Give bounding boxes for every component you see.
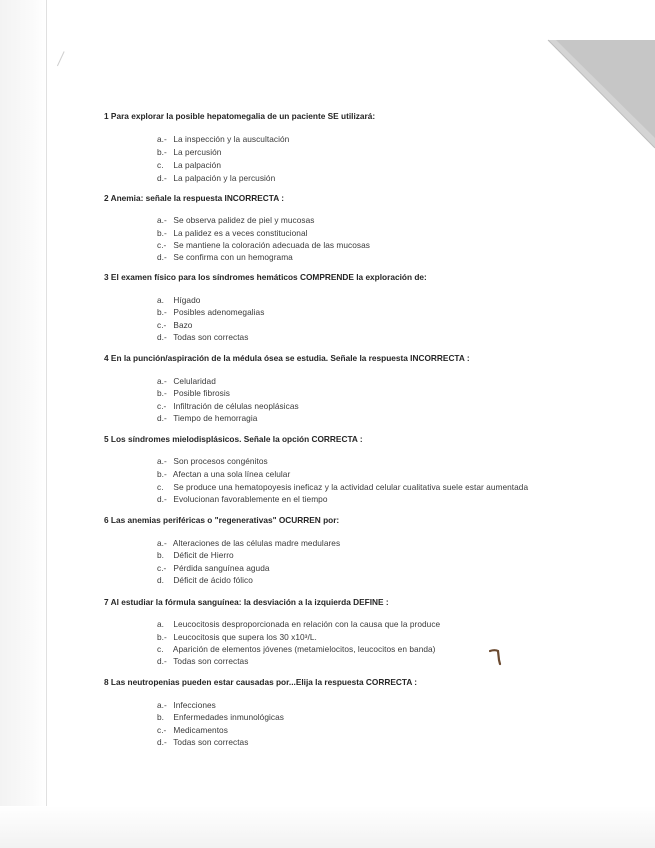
option-text: Evolucionan favorablemente en el tiempo <box>173 494 328 504</box>
option-text: La palidez es a veces constitucional <box>173 228 308 238</box>
option-label: c.- <box>157 401 167 411</box>
option-text: Son procesos congénitos <box>173 456 268 466</box>
option-label: c.- <box>157 320 167 330</box>
question-3 <box>104 272 427 283</box>
option-text: Hígado <box>173 295 201 305</box>
question-2 <box>104 193 284 204</box>
question-text: 3 El examen físico para los síndromes hemáticos COMPRENDE la exploración de: <box>104 272 427 282</box>
option-label: d.- <box>157 494 167 504</box>
option-d <box>157 575 253 586</box>
option-label: d.- <box>157 737 167 747</box>
option-text: Déficit de ácido fólico <box>173 575 253 585</box>
option-label: b.- <box>157 632 167 642</box>
option-a <box>157 376 216 387</box>
question-4 <box>104 353 470 364</box>
option-text: Todas son correctas <box>173 737 249 747</box>
option-text: Medicamentos <box>173 725 228 735</box>
question-7 <box>104 597 389 608</box>
option-label: b. <box>157 712 165 722</box>
option-b <box>157 632 317 643</box>
option-label: a. <box>157 295 165 305</box>
option-label: d.- <box>157 656 167 666</box>
option-text: Celularidad <box>173 376 216 386</box>
option-label: a.- <box>157 134 167 144</box>
question-text: 6 Las anemias periféricas o "regenerativas" OCURREN por: <box>104 515 340 525</box>
option-text: Enfermedades inmunológicas <box>173 712 284 722</box>
option-text: Infiltración de células neoplásicas <box>173 401 299 411</box>
option-label: a.- <box>157 456 167 466</box>
option-a <box>157 456 268 467</box>
option-label: d.- <box>157 252 167 262</box>
question-text: 5 Los síndromes mielodisplásicos. Señale la opción CORRECTA : <box>104 434 363 444</box>
option-a <box>157 134 289 145</box>
option-label: a.- <box>157 538 167 548</box>
option-label: b.- <box>157 388 167 398</box>
question-1 <box>104 111 375 122</box>
option-label: c. <box>157 644 164 654</box>
option-text: Infecciones <box>173 700 216 710</box>
option-label: a.- <box>157 700 167 710</box>
option-d <box>157 173 275 184</box>
option-label: a.- <box>157 376 167 386</box>
option-text: Se confirma con un hemograma <box>173 252 293 262</box>
option-label: b.- <box>157 147 167 157</box>
option-b <box>157 469 290 480</box>
option-text: Aparición de elementos jóvenes (metamielocitos, leucocitos en banda) <box>172 644 436 654</box>
option-a <box>157 700 216 711</box>
option-text: Bazo <box>173 320 193 330</box>
option-d <box>157 413 257 424</box>
option-c <box>157 160 221 171</box>
option-d <box>157 737 248 748</box>
option-label: d.- <box>157 173 167 183</box>
option-b <box>157 307 264 318</box>
option-text: Pérdida sanguínea aguda <box>173 563 270 573</box>
option-label: c.- <box>157 240 167 250</box>
question-5 <box>104 434 363 445</box>
option-d <box>157 252 293 263</box>
option-label: d. <box>157 575 165 585</box>
option-label: d.- <box>157 413 167 423</box>
option-c <box>157 240 370 251</box>
option-label: b.- <box>157 307 167 317</box>
question-text: 8 Las neutropenias pueden estar causadas por...Elija la respuesta CORRECTA : <box>104 677 418 687</box>
option-text: La palpación <box>173 160 222 170</box>
option-label: d.- <box>157 332 167 342</box>
option-text: Se observa palidez de piel y mucosas <box>173 215 315 225</box>
option-label: b. <box>157 550 165 560</box>
option-text: La palpación y la percusión <box>173 173 276 183</box>
option-c <box>157 725 228 736</box>
option-b <box>157 147 221 158</box>
option-text: Tiempo de hemorragia <box>173 413 258 423</box>
ink-mark <box>489 648 503 666</box>
option-text: Todas son correctas <box>173 656 249 666</box>
option-b <box>157 228 308 239</box>
option-c <box>157 482 528 493</box>
question-8 <box>104 677 417 688</box>
question-6 <box>104 515 339 526</box>
option-c <box>157 644 436 655</box>
option-text: La inspección y la auscultación <box>173 134 290 144</box>
option-c <box>157 563 270 574</box>
option-text: Se produce una hematopoyesis ineficaz y la actividad celular cualitativa suele estar aumentada <box>173 482 529 492</box>
option-d <box>157 332 248 343</box>
option-text: Se mantiene la coloración adecuada de las mucosas <box>173 240 370 250</box>
option-text: Déficit de Hierro <box>173 550 234 560</box>
option-a <box>157 215 314 226</box>
option-a <box>157 295 200 306</box>
option-label: c. <box>157 160 164 170</box>
question-text: 2 Anemia: señale la respuesta INCORRECTA : <box>104 193 284 203</box>
question-text: 7 Al estudiar la fórmula sanguínea: la desviación a la izquierda DEFINE : <box>104 597 389 607</box>
option-text: Posibles adenomegalias <box>173 307 265 317</box>
option-d <box>157 494 328 505</box>
option-c <box>157 401 299 412</box>
option-text: Alteraciones de las células madre medulares <box>172 538 341 548</box>
question-text: 1 Para explorar la posible hepatomegalia de un paciente SE utilizará: <box>104 111 376 121</box>
option-a <box>157 538 340 549</box>
option-label: c.- <box>157 563 167 573</box>
option-label: a. <box>157 619 165 629</box>
option-text: Todas son correctas <box>173 332 249 342</box>
option-label: b.- <box>157 469 167 479</box>
option-label: c. <box>157 482 164 492</box>
option-b <box>157 388 230 399</box>
option-b <box>157 550 234 561</box>
option-b <box>157 712 284 723</box>
option-label: c.- <box>157 725 167 735</box>
question-text: 4 En la punción/aspiración de la médula ósea se estudia. Señale la respuesta INCORRECTA : <box>104 353 470 363</box>
option-label: b.- <box>157 228 167 238</box>
option-label: a.- <box>157 215 167 225</box>
option-text: Posible fibrosis <box>173 388 230 398</box>
option-text: Leucocitosis que supera los 30 x10³/L. <box>173 632 317 642</box>
option-c <box>157 320 192 331</box>
option-a <box>157 619 440 630</box>
option-text: Leucocitosis desproporcionada en relación con la causa que la produce <box>173 619 441 629</box>
option-text: Afectan a una sola línea celular <box>172 469 291 479</box>
option-text: La percusión <box>173 147 222 157</box>
option-d <box>157 656 248 667</box>
